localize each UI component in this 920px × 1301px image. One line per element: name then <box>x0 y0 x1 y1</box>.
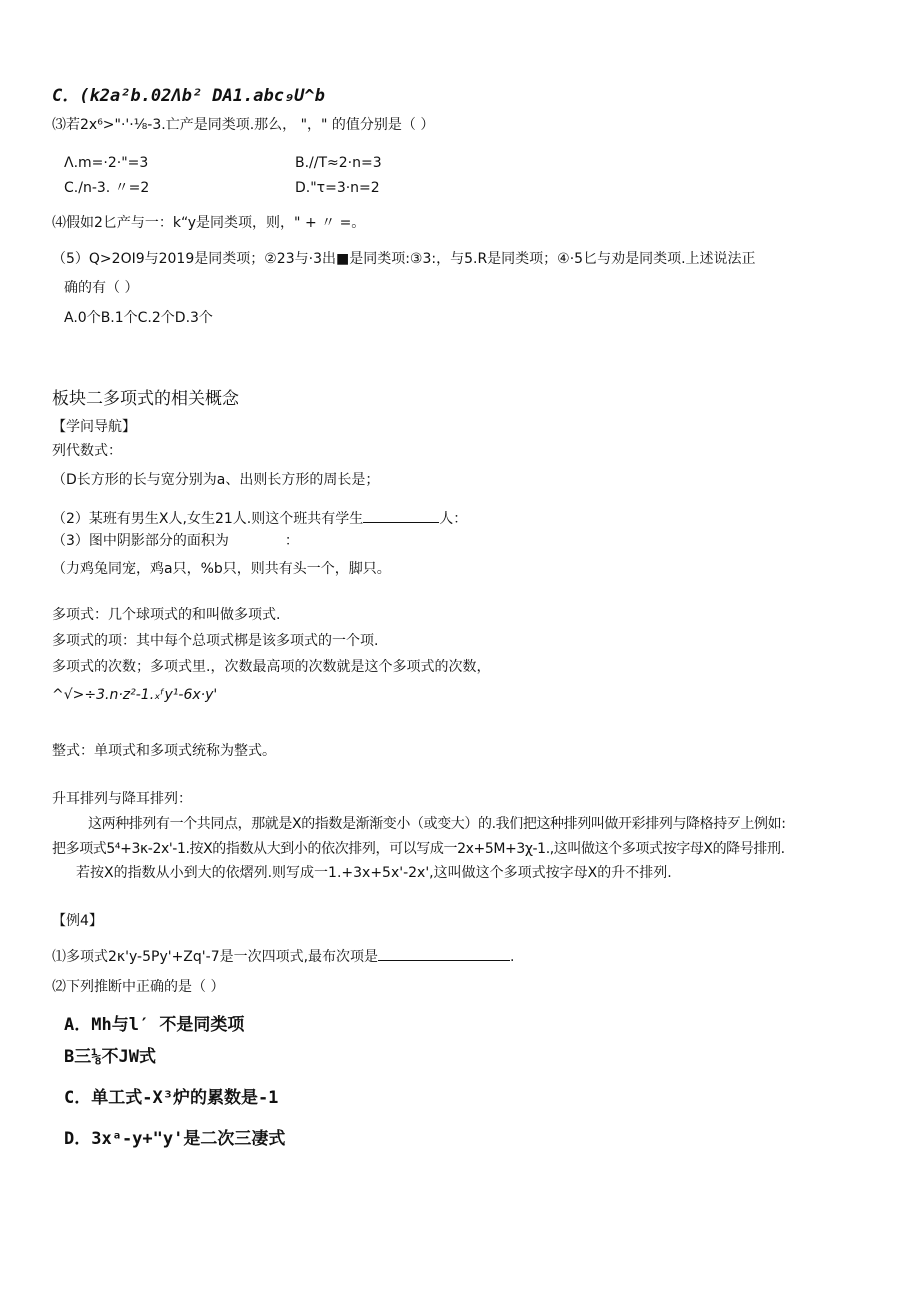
item-2 <box>52 508 467 528</box>
item-3-colon: ： <box>284 533 299 549</box>
option-c-formula: C．(k2a²b.02Λb² DA1.abc₉U^b <box>52 86 325 106</box>
knowledge-nav-heading: 【学问导航】 <box>52 419 136 435</box>
ordering-paragraph-3: 若按X的指数从小到大的依熠列.则写成一1.+3x+5x'-2x',这叫做这个多项式按字母X的升不排列. <box>76 865 672 881</box>
answer-blank[interactable] <box>363 508 439 523</box>
question-5: （5）Q>2OI9与2019是同类项；②23与·3出■是同类项:③3:，与5.R是同类项；④·5匕与劝是同类项.上述说法正 <box>52 251 756 267</box>
question-3: ⑶若2x⁶>"·'·⅛-3.亡产是同类项.那么， "，" 的值分别是（ ） <box>52 117 435 133</box>
example-4-option-b: B三⅛不JW式 <box>64 1047 156 1067</box>
option-d: D."τ=3·n=2 <box>295 180 380 196</box>
example-4-heading: 【例4】 <box>52 913 103 929</box>
ordering-heading: 升耳排列与降耳排列： <box>52 791 192 807</box>
option-c: C./n-3. 〃=2 <box>64 180 150 196</box>
answer-blank[interactable] <box>378 946 510 961</box>
question-5-options: A.0个B.1个C.2个D.3个 <box>64 310 213 326</box>
item-4: （力鸡兔同宠，鸡a只，%b只，则共有头一个，脚只。 <box>52 561 391 577</box>
def-polynomial-term: 多项式的项：其中每个总项式梆是该多项式的一个项. <box>52 633 379 649</box>
example-expression: ^√>÷3.n·z²-1.ₓᶠy¹-6x·y' <box>52 687 218 703</box>
item-3-text: （3）图中阴影部分的面积为 <box>52 533 229 549</box>
def-polynomial: 多项式：几个球项式的和叫做多项式. <box>52 607 281 623</box>
question-5-continued: 确的有（ ） <box>64 280 139 296</box>
option-a: Λ.m=·2·"=3 <box>64 155 149 171</box>
item-3 <box>52 532 299 550</box>
item-1: （D长方形的长与宽分别为a、出则长方形的周长是； <box>52 472 380 488</box>
item-2-unit: 人： <box>439 511 468 527</box>
item-2-text: （2）某班有男生X人,女生21人.则这个班共有学生 <box>52 511 364 527</box>
def-integral-expression: 整式：单项式和多项式统称为整式。 <box>52 743 276 759</box>
ordering-paragraph-2: 把多项式5⁴+3κ-2x'-1.按X的指数从大到小的依次排列，可以写成一2x+5M+3χ-1.,这叫做这个多项式按字母X的降号排刑. <box>52 841 785 857</box>
ordering-paragraph-1: 这两种排列有一个共同点，那就是X的指数是渐渐变小（或变大）的.我们把这种排列叫做开彩排列与降格持歹上例如: <box>88 816 786 832</box>
example-4-q1-text: ⑴多项式2κ'y-5Py'+Zq'-7是一次四项式,最布次项是 <box>52 949 379 965</box>
example-4-option-a: A．Mh与l′ 不是同类项 <box>64 1015 245 1035</box>
example-4-q1-period: . <box>510 949 515 965</box>
question-4: ⑷假如2匕产与一：k“y是同类项，则，" + 〃 =。 <box>52 215 366 231</box>
list-expressions-heading: 列代数式： <box>52 443 122 459</box>
example-4-option-d: D．3xᵃ-y+"y'是二次三凄式 <box>64 1129 286 1149</box>
def-polynomial-degree: 多项式的次数；多项式里.，次数最高项的次数就是这个多项式的次数， <box>52 659 491 675</box>
option-b: B.//T≈2·n=3 <box>295 155 382 171</box>
example-4-q2: ⑵下列推断中正确的是（ ） <box>52 979 225 995</box>
example-4-q1 <box>52 946 515 966</box>
example-4-option-c: C．单工式-X³炉的累数是-1 <box>64 1088 279 1108</box>
section-heading: 板块二多项式的相关概念 <box>52 389 239 409</box>
